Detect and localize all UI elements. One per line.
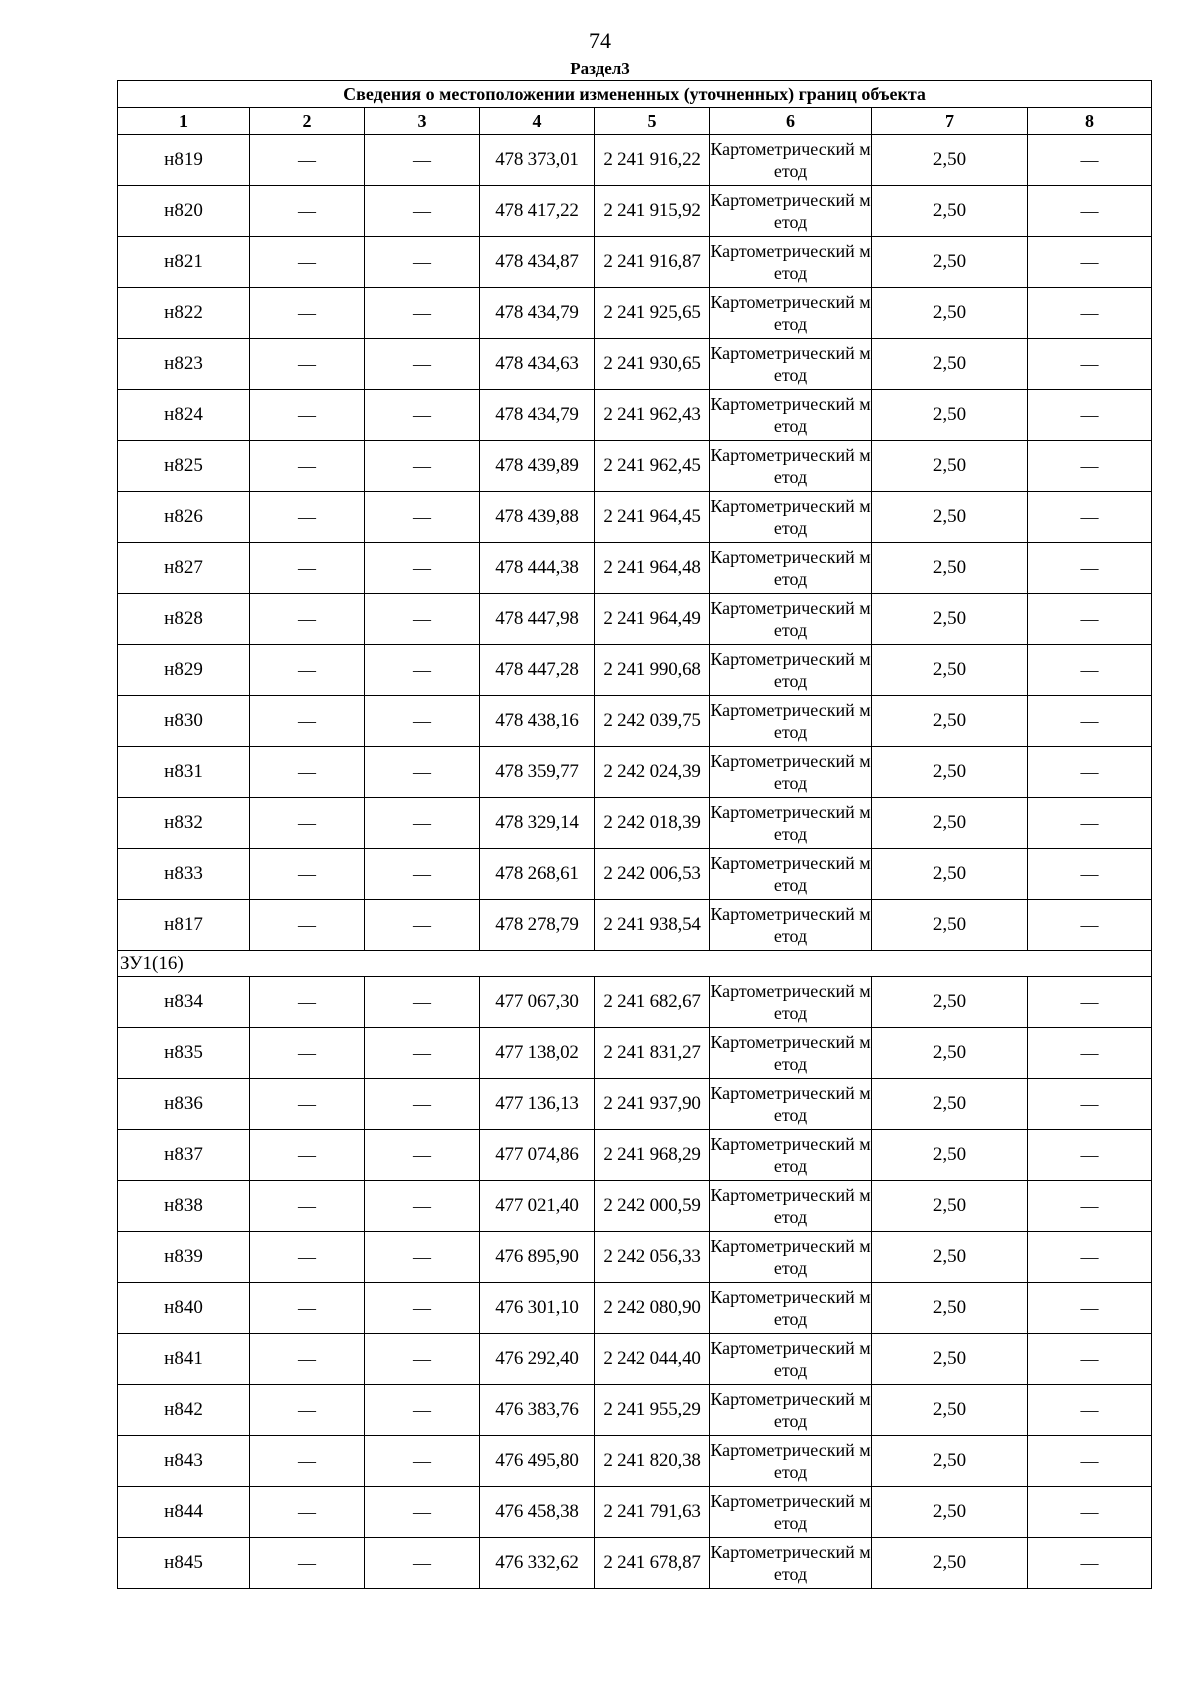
y-coordinate-cell: 2 241 964,45 — [595, 492, 710, 543]
x-coordinate-cell: 478 268,61 — [480, 849, 595, 900]
table-body — [118, 135, 1152, 1589]
column3-cell: — — [365, 339, 480, 390]
table-row — [118, 900, 1152, 951]
point-id-cell: н828 — [118, 594, 250, 645]
column3-cell: — — [365, 237, 480, 288]
method-cell: Картометрический метод — [710, 186, 872, 237]
x-coordinate-cell: 478 439,89 — [480, 441, 595, 492]
y-coordinate-cell: 2 242 080,90 — [595, 1283, 710, 1334]
method-cell: Картометрический метод — [710, 543, 872, 594]
column2-cell: — — [250, 900, 365, 951]
method-cell: Картометрический метод — [710, 390, 872, 441]
accuracy-cell: 2,50 — [872, 696, 1028, 747]
x-coordinate-cell: 477 136,13 — [480, 1079, 595, 1130]
point-id-cell: н839 — [118, 1232, 250, 1283]
method-cell: Картометрический метод — [710, 288, 872, 339]
column2-cell: — — [250, 645, 365, 696]
column8-cell: — — [1028, 1181, 1152, 1232]
table-row — [118, 1028, 1152, 1079]
y-coordinate-cell: 2 241 916,22 — [595, 135, 710, 186]
accuracy-cell: 2,50 — [872, 1028, 1028, 1079]
method-cell: Картометрический метод — [710, 1334, 872, 1385]
table-row — [118, 747, 1152, 798]
x-coordinate-cell: 478 434,63 — [480, 339, 595, 390]
y-coordinate-cell: 2 242 039,75 — [595, 696, 710, 747]
point-id-cell: н835 — [118, 1028, 250, 1079]
accuracy-cell: 2,50 — [872, 1232, 1028, 1283]
column2-cell: — — [250, 186, 365, 237]
accuracy-cell: 2,50 — [872, 900, 1028, 951]
column8-cell: — — [1028, 288, 1152, 339]
point-id-cell: н833 — [118, 849, 250, 900]
column8-cell: — — [1028, 1487, 1152, 1538]
column3-cell: — — [365, 645, 480, 696]
table-row — [118, 1232, 1152, 1283]
table-row — [118, 696, 1152, 747]
column3-cell: — — [365, 390, 480, 441]
method-cell: Картометрический метод — [710, 696, 872, 747]
point-id-cell: н831 — [118, 747, 250, 798]
accuracy-cell: 2,50 — [872, 339, 1028, 390]
method-cell: Картометрический метод — [710, 594, 872, 645]
x-coordinate-cell: 477 067,30 — [480, 977, 595, 1028]
table-row — [118, 594, 1152, 645]
x-coordinate-cell: 476 458,38 — [480, 1487, 595, 1538]
accuracy-cell: 2,50 — [872, 390, 1028, 441]
table-row — [118, 1130, 1152, 1181]
column3-cell: — — [365, 747, 480, 798]
column3-cell: — — [365, 1385, 480, 1436]
table-row — [118, 543, 1152, 594]
column2-cell: — — [250, 798, 365, 849]
point-id-cell: н830 — [118, 696, 250, 747]
table-row — [118, 977, 1152, 1028]
y-coordinate-cell: 2 241 682,67 — [595, 977, 710, 1028]
point-id-cell: н837 — [118, 1130, 250, 1181]
x-coordinate-cell: 476 895,90 — [480, 1232, 595, 1283]
point-id-cell: н820 — [118, 186, 250, 237]
column2-cell: — — [250, 1079, 365, 1130]
accuracy-cell: 2,50 — [872, 645, 1028, 696]
column2-cell: — — [250, 441, 365, 492]
column8-cell: — — [1028, 1232, 1152, 1283]
point-id-cell: н832 — [118, 798, 250, 849]
y-coordinate-cell: 2 242 006,53 — [595, 849, 710, 900]
method-cell: Картометрический метод — [710, 849, 872, 900]
x-coordinate-cell: 476 301,10 — [480, 1283, 595, 1334]
point-id-cell: н823 — [118, 339, 250, 390]
column2-cell: — — [250, 1232, 365, 1283]
point-id-cell: н842 — [118, 1385, 250, 1436]
method-cell: Картометрический метод — [710, 798, 872, 849]
table-row — [118, 441, 1152, 492]
accuracy-cell: 2,50 — [872, 135, 1028, 186]
column2-cell: — — [250, 1283, 365, 1334]
x-coordinate-cell: 476 292,40 — [480, 1334, 595, 1385]
method-cell: Картометрический метод — [710, 1283, 872, 1334]
column3-cell: — — [365, 1334, 480, 1385]
table-row — [118, 1487, 1152, 1538]
column2-cell: — — [250, 1436, 365, 1487]
point-id-cell: н827 — [118, 543, 250, 594]
table-row — [118, 849, 1152, 900]
table-row — [118, 339, 1152, 390]
point-id-cell: н838 — [118, 1181, 250, 1232]
accuracy-cell: 2,50 — [872, 1538, 1028, 1589]
x-coordinate-cell: 478 278,79 — [480, 900, 595, 951]
x-coordinate-cell: 477 074,86 — [480, 1130, 595, 1181]
x-coordinate-cell: 478 434,87 — [480, 237, 595, 288]
y-coordinate-cell: 2 241 964,48 — [595, 543, 710, 594]
x-coordinate-cell: 478 444,38 — [480, 543, 595, 594]
column8-cell: — — [1028, 1538, 1152, 1589]
column3-cell: — — [365, 977, 480, 1028]
point-id-cell: н819 — [118, 135, 250, 186]
column3-cell: — — [365, 1436, 480, 1487]
column2-cell: — — [250, 390, 365, 441]
y-coordinate-cell: 2 241 930,65 — [595, 339, 710, 390]
column3-cell: — — [365, 1130, 480, 1181]
point-id-cell: н822 — [118, 288, 250, 339]
x-coordinate-cell: 476 383,76 — [480, 1385, 595, 1436]
accuracy-cell: 2,50 — [872, 492, 1028, 543]
column2-cell: — — [250, 747, 365, 798]
accuracy-cell: 2,50 — [872, 1334, 1028, 1385]
method-cell: Картометрический метод — [710, 441, 872, 492]
x-coordinate-cell: 478 447,98 — [480, 594, 595, 645]
point-id-cell: н829 — [118, 645, 250, 696]
column2-cell: — — [250, 1538, 365, 1589]
y-coordinate-cell: 2 241 831,27 — [595, 1028, 710, 1079]
column2-cell: — — [250, 135, 365, 186]
accuracy-cell: 2,50 — [872, 288, 1028, 339]
column3-cell: — — [365, 900, 480, 951]
column8-cell: — — [1028, 849, 1152, 900]
column8-cell: — — [1028, 390, 1152, 441]
y-coordinate-cell: 2 241 955,29 — [595, 1385, 710, 1436]
column-header: 3 — [365, 108, 480, 135]
method-cell: Картометрический метод — [710, 1487, 872, 1538]
y-coordinate-cell: 2 242 044,40 — [595, 1334, 710, 1385]
x-coordinate-cell: 478 417,22 — [480, 186, 595, 237]
table-row — [118, 1181, 1152, 1232]
x-coordinate-cell: 478 447,28 — [480, 645, 595, 696]
table-caption: Сведения о местоположении измененных (уточненных) границ объекта — [118, 81, 1152, 108]
y-coordinate-cell: 2 241 678,87 — [595, 1538, 710, 1589]
table-row — [118, 1079, 1152, 1130]
accuracy-cell: 2,50 — [872, 1283, 1028, 1334]
column-header: 7 — [872, 108, 1028, 135]
method-cell: Картометрический метод — [710, 237, 872, 288]
table-row — [118, 645, 1152, 696]
column3-cell: — — [365, 1079, 480, 1130]
y-coordinate-cell: 2 241 968,29 — [595, 1130, 710, 1181]
point-id-cell: н844 — [118, 1487, 250, 1538]
method-cell: Картометрический метод — [710, 1385, 872, 1436]
column8-cell: — — [1028, 798, 1152, 849]
table-row — [118, 390, 1152, 441]
point-id-cell: н845 — [118, 1538, 250, 1589]
method-cell: Картометрический метод — [710, 747, 872, 798]
column2-cell: — — [250, 237, 365, 288]
accuracy-cell: 2,50 — [872, 1181, 1028, 1232]
table-row — [118, 135, 1152, 186]
column3-cell: — — [365, 849, 480, 900]
column8-cell: — — [1028, 492, 1152, 543]
method-cell: Картометрический метод — [710, 1130, 872, 1181]
y-coordinate-cell: 2 241 937,90 — [595, 1079, 710, 1130]
column-header: 1 — [118, 108, 250, 135]
coordinates-table — [117, 80, 1152, 1589]
method-cell: Картометрический метод — [710, 339, 872, 390]
method-cell: Картометрический метод — [710, 977, 872, 1028]
accuracy-cell: 2,50 — [872, 237, 1028, 288]
column2-cell: — — [250, 339, 365, 390]
x-coordinate-cell: 478 373,01 — [480, 135, 595, 186]
column3-cell: — — [365, 696, 480, 747]
column8-cell: — — [1028, 441, 1152, 492]
column8-cell: — — [1028, 135, 1152, 186]
column3-cell: — — [365, 594, 480, 645]
x-coordinate-cell: 476 332,62 — [480, 1538, 595, 1589]
y-coordinate-cell: 2 241 990,68 — [595, 645, 710, 696]
column3-cell: — — [365, 543, 480, 594]
accuracy-cell: 2,50 — [872, 1436, 1028, 1487]
column2-cell: — — [250, 1385, 365, 1436]
column8-cell: — — [1028, 1130, 1152, 1181]
table-row — [118, 1283, 1152, 1334]
column8-cell: — — [1028, 186, 1152, 237]
x-coordinate-cell: 478 434,79 — [480, 390, 595, 441]
column8-cell: — — [1028, 1385, 1152, 1436]
point-id-cell: н821 — [118, 237, 250, 288]
y-coordinate-cell: 2 241 925,65 — [595, 288, 710, 339]
y-coordinate-cell: 2 242 000,59 — [595, 1181, 710, 1232]
column2-cell: — — [250, 1028, 365, 1079]
table-row — [118, 1436, 1152, 1487]
group-row — [118, 951, 1152, 977]
column3-cell: — — [365, 1487, 480, 1538]
table-row — [118, 1538, 1152, 1589]
column-header: 8 — [1028, 108, 1152, 135]
table-caption-row — [118, 81, 1152, 108]
accuracy-cell: 2,50 — [872, 1079, 1028, 1130]
y-coordinate-cell: 2 242 018,39 — [595, 798, 710, 849]
method-cell: Картометрический метод — [710, 492, 872, 543]
column3-cell: — — [365, 135, 480, 186]
x-coordinate-cell: 478 329,14 — [480, 798, 595, 849]
method-cell: Картометрический метод — [710, 135, 872, 186]
x-coordinate-cell: 478 439,88 — [480, 492, 595, 543]
accuracy-cell: 2,50 — [872, 798, 1028, 849]
table-row — [118, 237, 1152, 288]
column8-cell: — — [1028, 1028, 1152, 1079]
x-coordinate-cell: 476 495,80 — [480, 1436, 595, 1487]
column3-cell: — — [365, 1181, 480, 1232]
section-title: Раздел3 — [570, 59, 630, 78]
method-cell: Картометрический метод — [710, 900, 872, 951]
group-label: ЗУ1(16) — [118, 951, 1152, 977]
accuracy-cell: 2,50 — [872, 1130, 1028, 1181]
table-row — [118, 492, 1152, 543]
table-row — [118, 1385, 1152, 1436]
point-id-cell: н840 — [118, 1283, 250, 1334]
method-cell: Картометрический метод — [710, 1028, 872, 1079]
point-id-cell: н836 — [118, 1079, 250, 1130]
point-id-cell: н843 — [118, 1436, 250, 1487]
column8-cell: — — [1028, 1079, 1152, 1130]
column-header: 5 — [595, 108, 710, 135]
column8-cell: — — [1028, 1283, 1152, 1334]
column2-cell: — — [250, 1487, 365, 1538]
method-cell: Картометрический метод — [710, 1079, 872, 1130]
column-header: 4 — [480, 108, 595, 135]
column8-cell: — — [1028, 900, 1152, 951]
accuracy-cell: 2,50 — [872, 441, 1028, 492]
y-coordinate-cell: 2 241 962,43 — [595, 390, 710, 441]
accuracy-cell: 2,50 — [872, 849, 1028, 900]
method-cell: Картометрический метод — [710, 1538, 872, 1589]
x-coordinate-cell: 478 438,16 — [480, 696, 595, 747]
table-row — [118, 186, 1152, 237]
y-coordinate-cell: 2 242 024,39 — [595, 747, 710, 798]
column2-cell: — — [250, 288, 365, 339]
table-row — [118, 288, 1152, 339]
column8-cell: — — [1028, 645, 1152, 696]
column3-cell: — — [365, 1538, 480, 1589]
point-id-cell: н825 — [118, 441, 250, 492]
column3-cell: — — [365, 492, 480, 543]
method-cell: Картометрический метод — [710, 1436, 872, 1487]
column2-cell: — — [250, 1130, 365, 1181]
point-id-cell: н841 — [118, 1334, 250, 1385]
y-coordinate-cell: 2 241 962,45 — [595, 441, 710, 492]
table-row — [118, 798, 1152, 849]
method-cell: Картометрический метод — [710, 645, 872, 696]
table-row — [118, 1334, 1152, 1385]
x-coordinate-cell: 477 021,40 — [480, 1181, 595, 1232]
accuracy-cell: 2,50 — [872, 747, 1028, 798]
column3-cell: — — [365, 186, 480, 237]
column8-cell: — — [1028, 696, 1152, 747]
method-cell: Картометрический метод — [710, 1232, 872, 1283]
column3-cell: — — [365, 1232, 480, 1283]
accuracy-cell: 2,50 — [872, 1385, 1028, 1436]
column8-cell: — — [1028, 237, 1152, 288]
y-coordinate-cell: 2 241 916,87 — [595, 237, 710, 288]
column-header: 2 — [250, 108, 365, 135]
column2-cell: — — [250, 1334, 365, 1385]
column8-cell: — — [1028, 1436, 1152, 1487]
column3-cell: — — [365, 288, 480, 339]
accuracy-cell: 2,50 — [872, 543, 1028, 594]
accuracy-cell: 2,50 — [872, 1487, 1028, 1538]
x-coordinate-cell: 477 138,02 — [480, 1028, 595, 1079]
column2-cell: — — [250, 849, 365, 900]
y-coordinate-cell: 2 241 938,54 — [595, 900, 710, 951]
column2-cell: — — [250, 1181, 365, 1232]
column2-cell: — — [250, 594, 365, 645]
y-coordinate-cell: 2 241 791,63 — [595, 1487, 710, 1538]
column-header: 6 — [710, 108, 872, 135]
point-id-cell: н817 — [118, 900, 250, 951]
column8-cell: — — [1028, 977, 1152, 1028]
column3-cell: — — [365, 798, 480, 849]
column3-cell: — — [365, 1028, 480, 1079]
column8-cell: — — [1028, 339, 1152, 390]
x-coordinate-cell: 478 434,79 — [480, 288, 595, 339]
y-coordinate-cell: 2 241 820,38 — [595, 1436, 710, 1487]
page-number: 74 — [589, 28, 611, 53]
point-id-cell: н834 — [118, 977, 250, 1028]
column2-cell: — — [250, 543, 365, 594]
column2-cell: — — [250, 977, 365, 1028]
accuracy-cell: 2,50 — [872, 977, 1028, 1028]
point-id-cell: н826 — [118, 492, 250, 543]
column8-cell: — — [1028, 543, 1152, 594]
column8-cell: — — [1028, 594, 1152, 645]
method-cell: Картометрический метод — [710, 1181, 872, 1232]
y-coordinate-cell: 2 241 964,49 — [595, 594, 710, 645]
y-coordinate-cell: 2 241 915,92 — [595, 186, 710, 237]
x-coordinate-cell: 478 359,77 — [480, 747, 595, 798]
column2-cell: — — [250, 696, 365, 747]
column3-cell: — — [365, 1283, 480, 1334]
point-id-cell: н824 — [118, 390, 250, 441]
column2-cell: — — [250, 492, 365, 543]
column-header-row — [118, 108, 1152, 135]
column8-cell: — — [1028, 747, 1152, 798]
accuracy-cell: 2,50 — [872, 594, 1028, 645]
column3-cell: — — [365, 441, 480, 492]
accuracy-cell: 2,50 — [872, 186, 1028, 237]
y-coordinate-cell: 2 242 056,33 — [595, 1232, 710, 1283]
column8-cell: — — [1028, 1334, 1152, 1385]
